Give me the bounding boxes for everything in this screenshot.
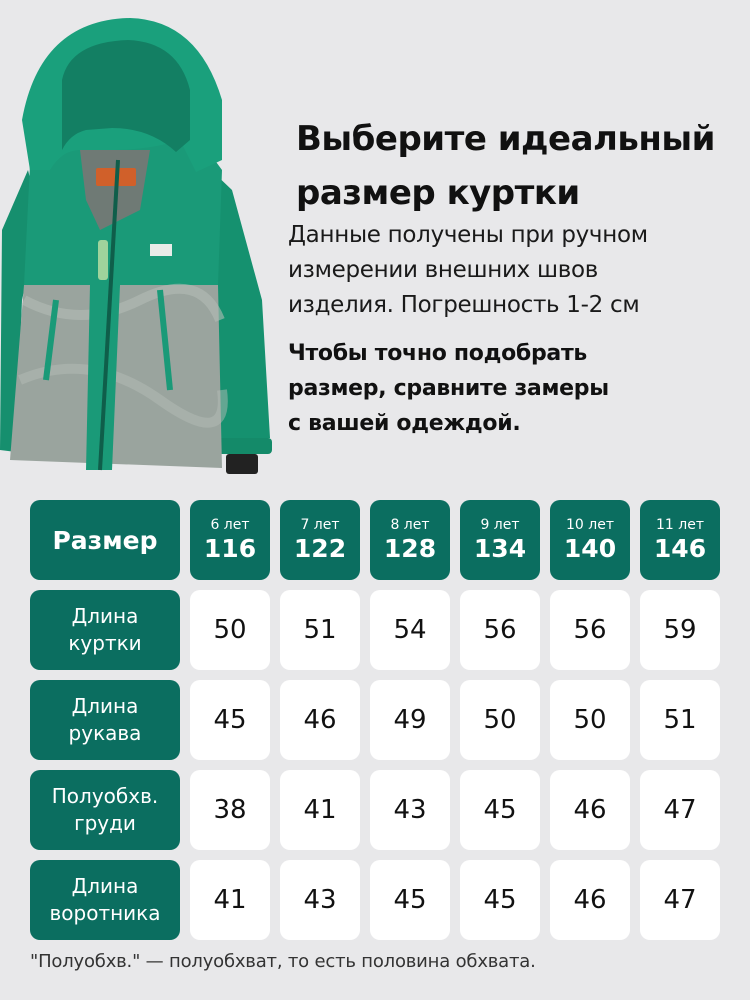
age-label: 11 лет [656, 517, 704, 533]
size-column-header [190, 500, 270, 580]
title-line: Выберите идеальный [296, 119, 715, 159]
row-label-line: рукава [68, 721, 142, 745]
jacket-image [0, 0, 290, 480]
table-cell: 59 [640, 590, 720, 670]
size-column-header [550, 500, 630, 580]
table-cell: 51 [280, 590, 360, 670]
advice-line: Чтобы точно подобрать [288, 341, 588, 366]
table-cell: 41 [190, 860, 270, 940]
age-label: 6 лет [210, 517, 250, 533]
advice-line: размер, сравните замеры [288, 376, 609, 401]
table-cell: 49 [370, 680, 450, 760]
row-label [30, 590, 180, 670]
row-label-line: Длина [71, 874, 139, 898]
table-cell: 47 [640, 860, 720, 940]
age-label: 7 лет [300, 517, 340, 533]
size-column-header [280, 500, 360, 580]
note-line: Данные получены при ручном [288, 222, 648, 248]
table-cell: 45 [460, 770, 540, 850]
size-column-header [370, 500, 450, 580]
table-cell: 56 [550, 590, 630, 670]
size-column-header [460, 500, 540, 580]
height-label: 146 [653, 534, 707, 563]
table-cell: 47 [640, 770, 720, 850]
table-cell: 45 [370, 860, 450, 940]
page-title [296, 112, 736, 220]
table-cell: 46 [550, 770, 630, 850]
table-cell: 56 [460, 590, 540, 670]
row-label-line: Длина [71, 604, 139, 628]
row-label-line: Полуобхв. [51, 784, 159, 808]
note-line: измерении внешних швов [288, 257, 598, 283]
table-cell: 43 [370, 770, 450, 850]
size-header-label: Размер [30, 500, 180, 580]
age-label: 10 лет [566, 517, 614, 533]
fit-advice [288, 336, 738, 441]
footnote: "Полуобхв." — полуобхват, то есть половина обхвата. [30, 951, 536, 972]
table-cell: 46 [550, 860, 630, 940]
table-cell: 50 [460, 680, 540, 760]
height-label: 122 [293, 534, 347, 563]
table-cell: 43 [280, 860, 360, 940]
size-column-header [640, 500, 720, 580]
row-label-line: воротника [49, 901, 161, 925]
height-label: 128 [383, 534, 437, 563]
table-cell: 45 [460, 860, 540, 940]
table-cell: 50 [550, 680, 630, 760]
height-label: 140 [563, 534, 617, 563]
advice-line: с вашей одеждой. [288, 411, 521, 436]
title-line: размер куртки [296, 173, 580, 213]
measurement-note [288, 218, 738, 323]
age-label: 9 лет [480, 517, 520, 533]
row-label-line: груди [74, 811, 136, 835]
row-label [30, 770, 180, 850]
height-label: 116 [203, 534, 257, 563]
row-label-line: Длина [71, 694, 139, 718]
height-label: 134 [473, 534, 527, 563]
row-label [30, 680, 180, 760]
table-cell: 46 [280, 680, 360, 760]
table-cell: 51 [640, 680, 720, 760]
row-label-line: куртки [68, 631, 142, 655]
age-label: 8 лет [390, 517, 430, 533]
note-line: изделия. Погрешность 1-2 см [288, 292, 640, 318]
table-cell: 50 [190, 590, 270, 670]
row-label [30, 860, 180, 940]
table-cell: 41 [280, 770, 360, 850]
table-cell: 38 [190, 770, 270, 850]
table-cell: 45 [190, 680, 270, 760]
table-cell: 54 [370, 590, 450, 670]
